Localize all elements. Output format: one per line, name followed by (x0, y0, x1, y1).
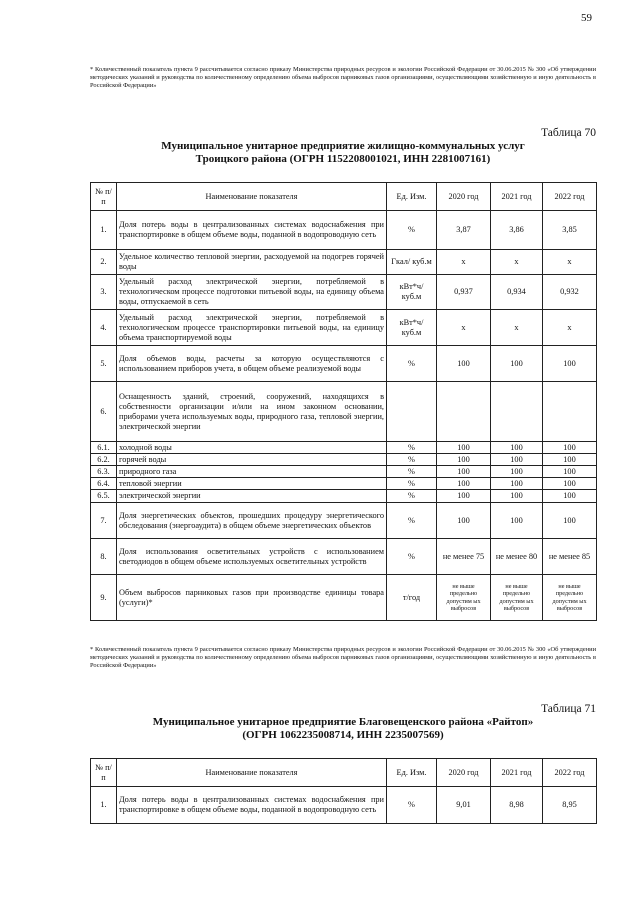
row-num: 6.4. (91, 478, 117, 490)
row-num: 8. (91, 539, 117, 575)
row-2021: 100 (491, 454, 543, 466)
footnote-top: * Количественный показатель пункта 9 рассчитывается согласно приказу Министерства природных ресурсов и экологии Российской Федерации от 30.06.2015 № 300 «Об утверждении методических указаний и руководства по количественному определению объема выбросов парниковых газов организациями, осуществляющими хозяйственную и иную деятельность в Российской Федерации» (90, 66, 596, 89)
row-name: горячей воды (117, 454, 387, 466)
table-row (91, 442, 597, 454)
row-num: 6.3. (91, 466, 117, 478)
row-num: 6.1. (91, 442, 117, 454)
header-unit: Ед. Изм. (387, 759, 437, 787)
row-name: Удельный расход электрической энергии, потребляемой в технологическом процессе подготовки питьевой воды, на единицу объема воды, отпускаемой в сеть (117, 275, 387, 310)
row-2021: 100 (491, 503, 543, 539)
row-unit (387, 382, 437, 442)
table-row (91, 382, 597, 442)
row-unit: % (387, 490, 437, 503)
table-70-caption: Таблица 70 (541, 127, 596, 139)
row-2020: не менее 75 (437, 539, 491, 575)
table-row (91, 539, 597, 575)
table-row (91, 466, 597, 478)
row-2022: не выше предельно допустим ых выбросов (543, 575, 597, 621)
header-2022: 2022 год (543, 759, 597, 787)
row-2021: 3,86 (491, 211, 543, 250)
table-70-title-line2: Троицкого района (ОГРН 1152208001021, ИНН 2281007161) (195, 153, 491, 165)
table-row (91, 478, 597, 490)
row-name: Удельный расход электрической энергии, потребляемой в технологическом процессе транспортировки питьевой воды, на единицу объема транспортируемой воды (117, 310, 387, 346)
row-2020: 100 (437, 346, 491, 382)
row-2021: 8,98 (491, 787, 543, 824)
row-name: Доля использования осветительных устройств с использованием светодиодов в общем объеме используемых осветительных устройств (117, 539, 387, 575)
row-num: 4. (91, 310, 117, 346)
table-71-title-line1: Муниципальное унитарное предприятие Благовещенского района «Райтоп» (152, 716, 534, 728)
table-row (91, 211, 597, 250)
table-row (91, 454, 597, 466)
row-unit: % (387, 346, 437, 382)
header-unit: Ед. Изм. (387, 183, 437, 211)
row-name: Доля потерь воды в централизованных системах водоснабжения при транспортировке в общем объеме воды, поданной в водопроводную сеть (117, 787, 387, 824)
row-2022: 3,85 (543, 211, 597, 250)
table-71-title-line2: (ОГРН 1062235008714, ИНН 2235007569) (242, 729, 444, 741)
row-2022: 100 (543, 490, 597, 503)
row-unit: % (387, 454, 437, 466)
row-2020: 9,01 (437, 787, 491, 824)
row-2022: х (543, 310, 597, 346)
row-unit: % (387, 539, 437, 575)
row-unit: % (387, 211, 437, 250)
table-70-title (90, 140, 596, 166)
row-2020: 100 (437, 490, 491, 503)
row-name: Доля потерь воды в централизованных системах водоснабжения при транспортировке в общем объеме воды, поданной в водопроводную сеть (117, 211, 387, 250)
row-num: 1. (91, 787, 117, 824)
row-2022: х (543, 250, 597, 275)
row-2022: 0,932 (543, 275, 597, 310)
row-2020: 100 (437, 454, 491, 466)
row-2020: х (437, 250, 491, 275)
table-71-caption: Таблица 71 (541, 703, 596, 715)
row-name: Объем выбросов парниковых газов при производстве единицы товара (услуги)* (117, 575, 387, 621)
table-row (91, 787, 597, 824)
row-2021: х (491, 310, 543, 346)
row-unit: % (387, 466, 437, 478)
header-name: Наименование показателя (117, 183, 387, 211)
row-num: 5. (91, 346, 117, 382)
table-row (91, 575, 597, 621)
table-row (91, 275, 597, 310)
row-num: 1. (91, 211, 117, 250)
table-row (91, 310, 597, 346)
row-unit: Гкал/ куб.м (387, 250, 437, 275)
row-2021: 100 (491, 346, 543, 382)
row-num: 2. (91, 250, 117, 275)
footnote-middle: * Количественный показатель пункта 9 рассчитывается согласно приказу Министерства природных ресурсов и экологии Российской Федерации от 30.06.2015 № 300 «Об утверждении методических указаний и руководства по количественному определению объема выбросов парниковых газов организациями, осуществляющими хозяйственную и иную деятельность в Российской Федерации» (90, 646, 596, 669)
row-num: 6.2. (91, 454, 117, 466)
row-unit: % (387, 503, 437, 539)
row-2020: 100 (437, 478, 491, 490)
table-row (91, 503, 597, 539)
row-num: 9. (91, 575, 117, 621)
row-2022: 8,95 (543, 787, 597, 824)
table-row (91, 250, 597, 275)
header-2020: 2020 год (437, 759, 491, 787)
table-row (91, 346, 597, 382)
row-unit: % (387, 478, 437, 490)
row-2020: не выше предельно допустим ых выбросов (437, 575, 491, 621)
row-2021: 100 (491, 442, 543, 454)
table-71-title (90, 716, 596, 742)
header-num: № п/п (91, 183, 117, 211)
row-2021: х (491, 250, 543, 275)
header-num: № п/п (91, 759, 117, 787)
table-70-title-line1: Муниципальное унитарное предприятие жилищно-коммунальных услуг (161, 140, 525, 152)
row-2021: не менее 80 (491, 539, 543, 575)
row-2021: 100 (491, 478, 543, 490)
row-num: 6. (91, 382, 117, 442)
row-name: холодной воды (117, 442, 387, 454)
row-2022: 100 (543, 442, 597, 454)
row-name: Оснащенность зданий, строений, сооружений, находящихся в собственности организации и/или на ином законном основании, приборами учета используемых воды, природного газа, тепловой энергии, электрической энергии (117, 382, 387, 442)
row-2020: 3,87 (437, 211, 491, 250)
row-unit: % (387, 787, 437, 824)
row-2022: не менее 85 (543, 539, 597, 575)
row-name: Доля энергетических объектов, прошедших процедуру энергетического обследования (энергоаудита) в общем объеме энергетических объектов (117, 503, 387, 539)
row-2020: 100 (437, 442, 491, 454)
row-name: электрической энергии (117, 490, 387, 503)
row-2020: х (437, 310, 491, 346)
row-num: 3. (91, 275, 117, 310)
page-number: 59 (581, 12, 592, 24)
table-70-header-row (91, 183, 597, 211)
row-2022: 100 (543, 503, 597, 539)
table-70 (90, 182, 597, 621)
row-2021: 100 (491, 466, 543, 478)
row-name: тепловой энергии (117, 478, 387, 490)
row-2022: 100 (543, 346, 597, 382)
row-num: 6.5. (91, 490, 117, 503)
row-2021: не выше предельно допустим ых выбросов (491, 575, 543, 621)
row-unit: кВт*ч/ куб.м (387, 275, 437, 310)
header-2022: 2022 год (543, 183, 597, 211)
row-num: 7. (91, 503, 117, 539)
row-2022: 100 (543, 454, 597, 466)
row-2022: 100 (543, 466, 597, 478)
row-2020: 0,937 (437, 275, 491, 310)
header-2021: 2021 год (491, 183, 543, 211)
row-name: Удельное количество тепловой энергии, расходуемой на подогрев горячей воды (117, 250, 387, 275)
row-2021 (491, 382, 543, 442)
row-2022: 100 (543, 478, 597, 490)
row-2020: 100 (437, 503, 491, 539)
row-name: природного газа (117, 466, 387, 478)
header-2020: 2020 год (437, 183, 491, 211)
row-2021: 0,934 (491, 275, 543, 310)
row-2020 (437, 382, 491, 442)
row-unit: т/год (387, 575, 437, 621)
table-71 (90, 758, 597, 824)
row-name: Доля объемов воды, расчеты за которую осуществляются с использованием приборов учета, в общем объеме реализуемой воды (117, 346, 387, 382)
table-71-header-row (91, 759, 597, 787)
header-2021: 2021 год (491, 759, 543, 787)
row-2020: 100 (437, 466, 491, 478)
row-unit: кВт*ч/ куб.м (387, 310, 437, 346)
row-2021: 100 (491, 490, 543, 503)
table-row (91, 490, 597, 503)
row-2022 (543, 382, 597, 442)
header-name: Наименование показателя (117, 759, 387, 787)
row-unit: % (387, 442, 437, 454)
